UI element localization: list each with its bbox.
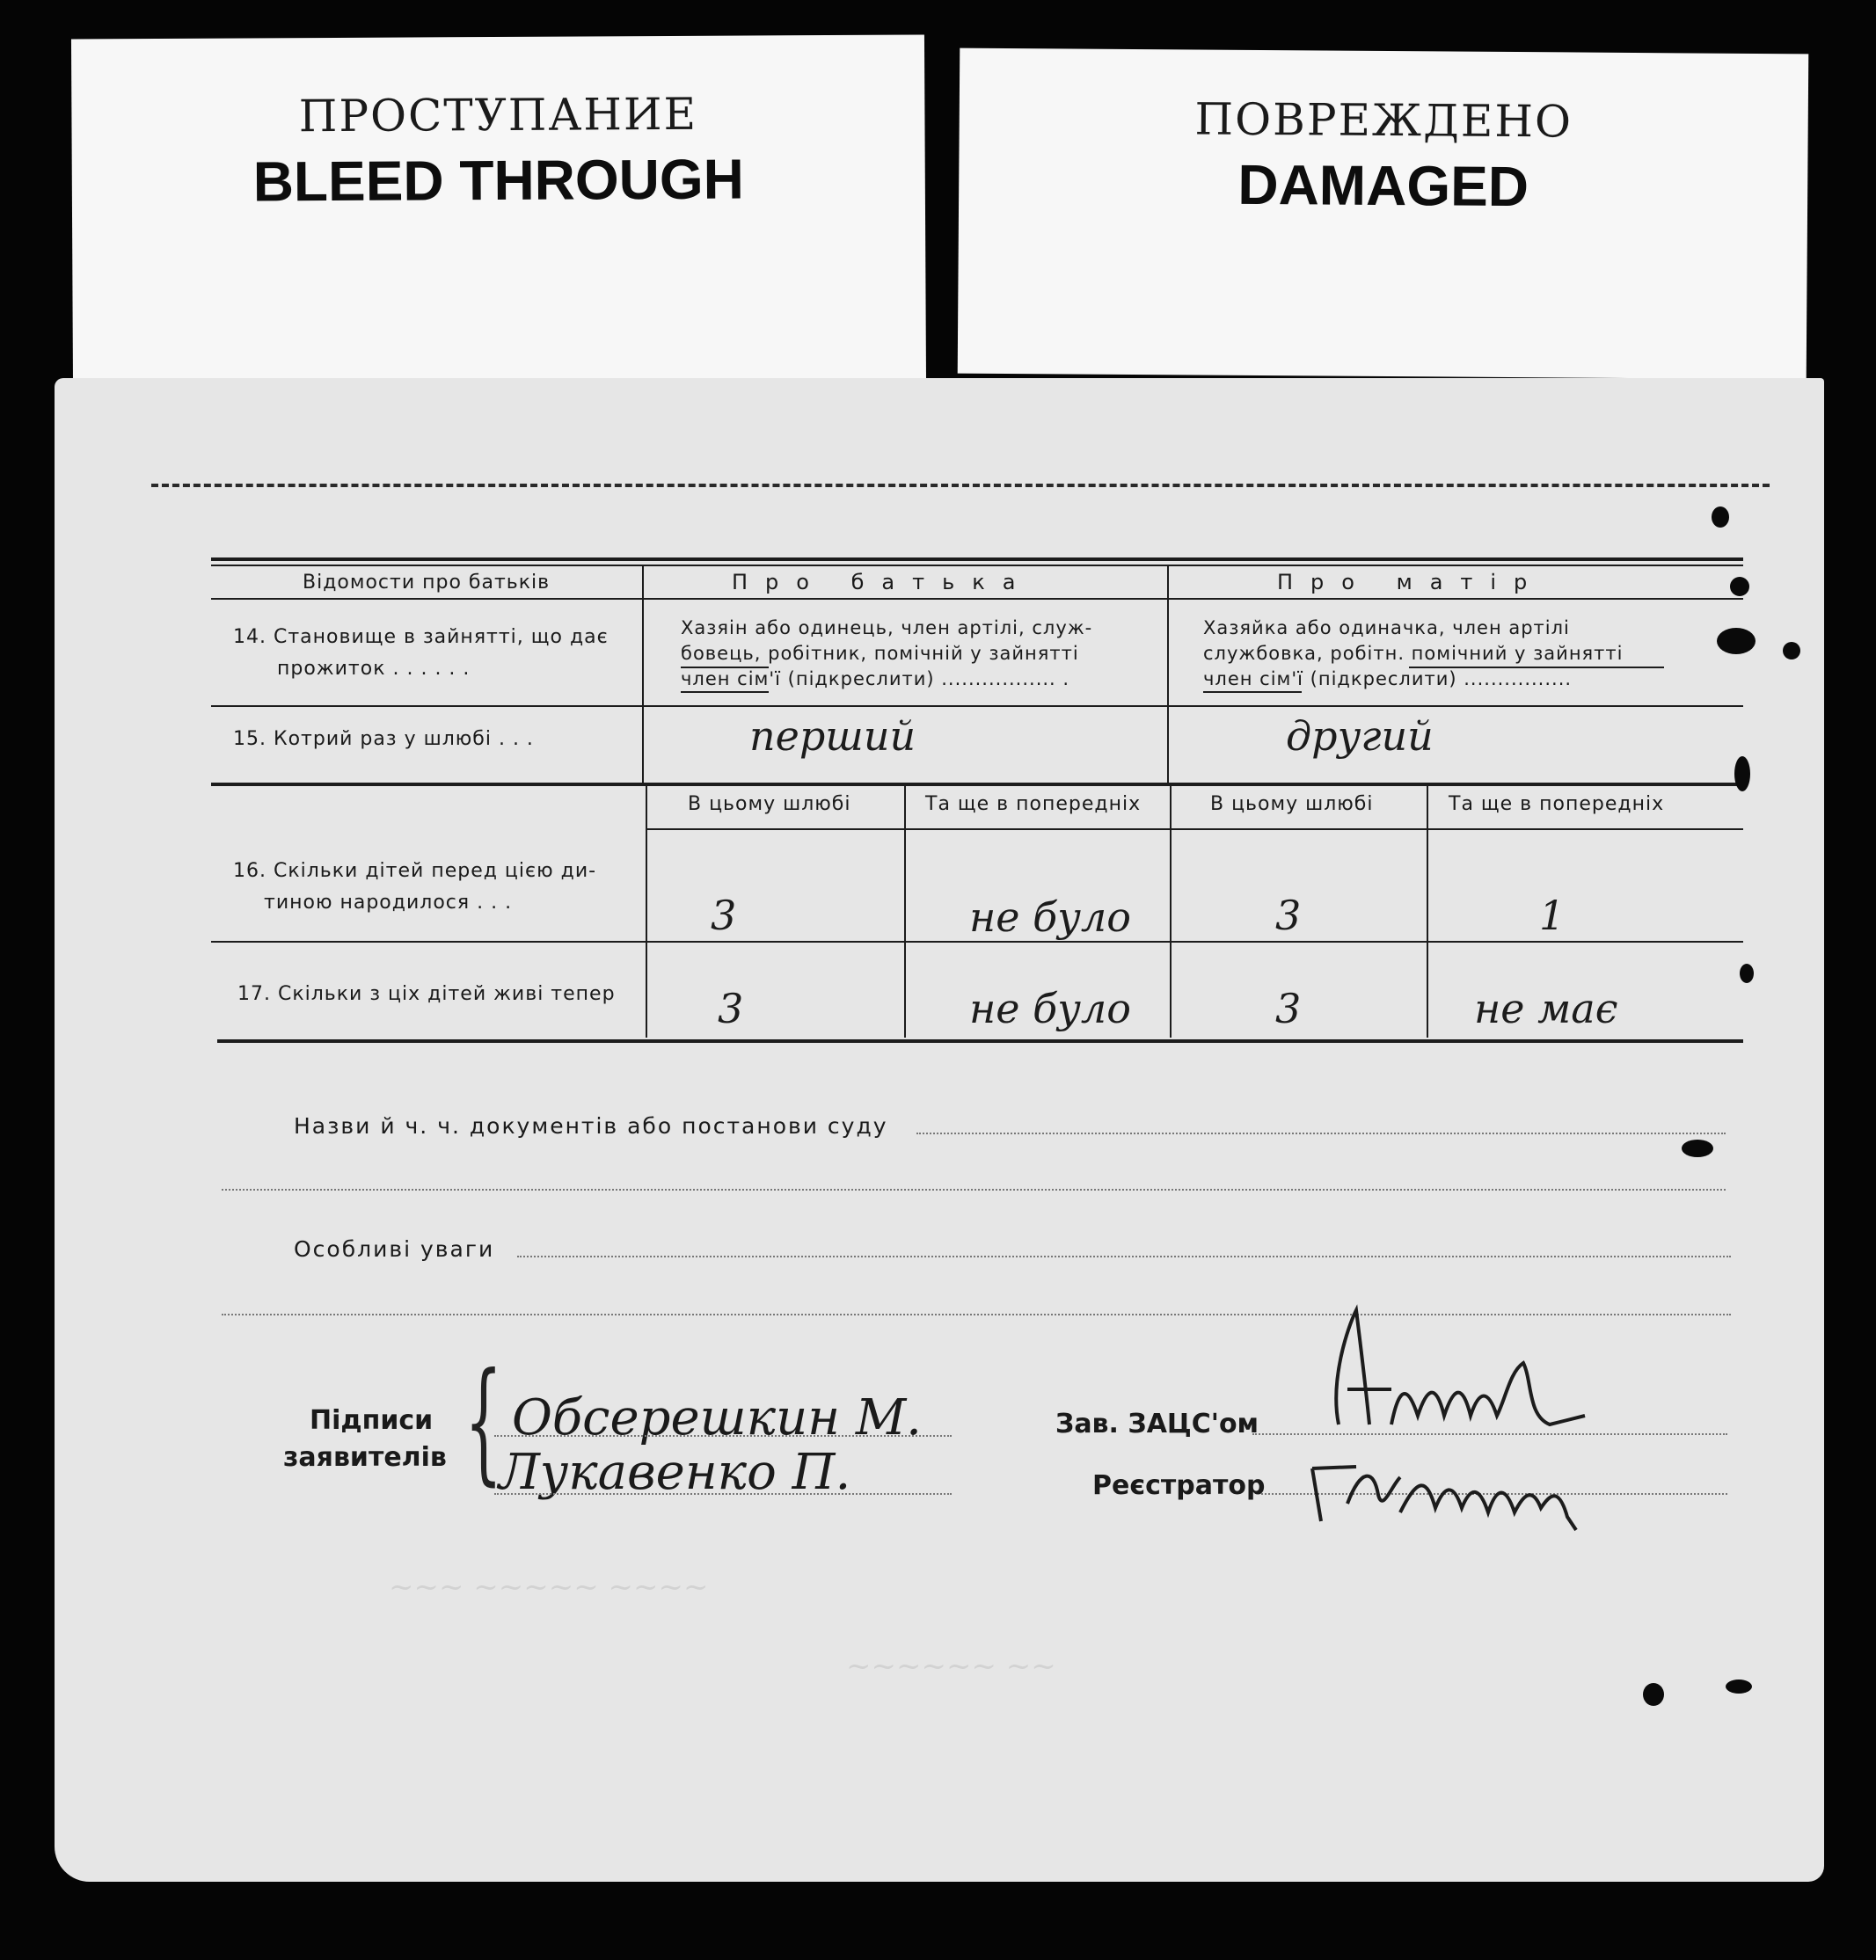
row16-bottom-rule: [211, 941, 1743, 943]
registrar-signature: [1295, 1433, 1611, 1539]
row14-mother-options: [1203, 616, 1661, 692]
row16-mother-this: 3: [1275, 892, 1302, 939]
table-bottom-rule: [217, 1039, 1743, 1043]
row16-father-prev: не було: [969, 893, 1131, 941]
damage-hole: [1643, 1683, 1664, 1706]
header-father: Про батька: [732, 570, 1033, 594]
col-divider-1b: [646, 784, 647, 1038]
row14-mother-line-3: член сім'ї (підкреслити) ................: [1203, 668, 1573, 689]
col-divider-1: [642, 565, 644, 784]
row15-bottom-rule: [211, 783, 1743, 786]
documents-label: Назви й ч. ч. документів або постанови суду: [294, 1113, 888, 1139]
bleed-through-card: [71, 34, 926, 390]
row14-mother-line-2: службовка, робітн. помічний у зайнятті: [1203, 643, 1624, 664]
damage-hole: [1783, 642, 1800, 659]
row17-father-prev: не було: [969, 985, 1131, 1032]
row14-father-line-1: Хазяін або одинець, член артілі, служ-: [681, 617, 1093, 638]
applicant-1-line: [494, 1435, 952, 1437]
damage-hole: [1726, 1679, 1752, 1694]
applicant-2-signature: Лукавенко П.: [499, 1444, 851, 1501]
row15-father-value: перший: [749, 712, 916, 760]
row17-father-this: 3: [718, 985, 744, 1032]
damage-hole: [1682, 1140, 1713, 1157]
damage-hole: [1730, 577, 1749, 596]
damage-hole: [1712, 506, 1729, 528]
head-zags-label: Зав. ЗАЦС'ом: [1055, 1409, 1259, 1439]
subheader-mother-prev: Та ще в попередніх: [1449, 793, 1665, 815]
row17-label: 17. Скільки з ціх дітей живі тепер: [237, 983, 616, 1005]
remarks-line-1: [517, 1256, 1731, 1257]
mother-underline-chlen: [1203, 691, 1302, 693]
registrar-label: Реєстратор: [1092, 1470, 1266, 1501]
col-divider-2: [1167, 565, 1169, 784]
table-top-rule-thin: [211, 565, 1743, 566]
mother-underline-pomichnyi: [1409, 667, 1664, 668]
damaged-card: [958, 48, 1809, 380]
signatures-brace: {: [464, 1345, 503, 1498]
subheader-father-prev: Та ще в попередніх: [925, 793, 1142, 815]
row16-label-2: тиною народилося . . .: [264, 892, 513, 914]
remarks-label: Особливі уваги: [294, 1236, 495, 1262]
row14-father-options: [681, 616, 1138, 692]
card-right-en-text: DAMAGED: [1237, 152, 1529, 219]
subheader-father-this: В цьому шлюбі: [688, 793, 851, 815]
father-underline-bovets: [681, 691, 769, 693]
documents-line-2: [222, 1189, 1726, 1191]
subheader-bottom-rule: [646, 828, 1743, 830]
bleed-through-ghost: ~~~~~~ ~~: [846, 1649, 1056, 1684]
row14-father-line-2: бовець, робітник, помічній у зайнятті: [681, 643, 1079, 664]
head-zags-signature: [1286, 1293, 1602, 1451]
row17-mother-prev: не має: [1474, 985, 1618, 1032]
row14-mother-line-1: Хазяйка або одиначка, член артілі: [1203, 617, 1570, 638]
row15-mother-value: другий: [1286, 712, 1434, 760]
document-sheet: [55, 378, 1824, 1882]
row16-mother-prev: 1: [1539, 892, 1566, 939]
damage-hole: [1717, 628, 1756, 654]
bleed-through-ghost: ~~~ ~~~~~ ~~~~: [389, 1570, 709, 1605]
col-divider-sub-1: [904, 784, 906, 1038]
signatures-label-2: заявителів: [283, 1442, 447, 1473]
row14-father-line-3: член сім'ї (підкреслити) ................. .: [681, 668, 1070, 689]
damage-hole: [1734, 756, 1750, 791]
card-right-ru-text: ПОВРЕЖДЕНО: [1194, 93, 1573, 148]
header-parents-info: Відомости про батьків: [303, 572, 551, 594]
card-left-ru-text: ПРОСТУПАНИЕ: [298, 88, 698, 142]
documents-line-1: [916, 1133, 1726, 1134]
table-top-rule: [211, 557, 1743, 561]
row14-bottom-rule: [211, 705, 1743, 707]
card-left-en-text: BLEED THROUGH: [252, 147, 745, 214]
row17-mother-this: 3: [1275, 985, 1302, 1032]
signatures-label-1: Підписи: [310, 1405, 434, 1436]
col-divider-sub-2: [1427, 784, 1428, 1038]
row16-label-1: 16. Скільки дітей перед цією ди-: [233, 860, 597, 882]
perforation-line: [151, 484, 1770, 487]
row14-label-2: прожиток . . . . . .: [277, 658, 471, 680]
damage-hole: [1740, 964, 1754, 983]
header-bottom-rule: [211, 598, 1743, 600]
applicant-2-line: [494, 1493, 952, 1495]
header-mother: Про матір: [1277, 570, 1545, 594]
father-underline-hazyain: [681, 667, 769, 668]
row14-label-1: 14. Становище в зайнятті, що дає: [233, 626, 609, 648]
applicant-1-signature: Обсерешкин М.: [512, 1389, 922, 1446]
row16-father-this: 3: [711, 892, 737, 939]
subheader-mother-this: В цьому шлюбі: [1210, 793, 1374, 815]
col-divider-2b: [1170, 784, 1172, 1038]
row15-label: 15. Котрий раз у шлюбі . . .: [233, 728, 534, 750]
